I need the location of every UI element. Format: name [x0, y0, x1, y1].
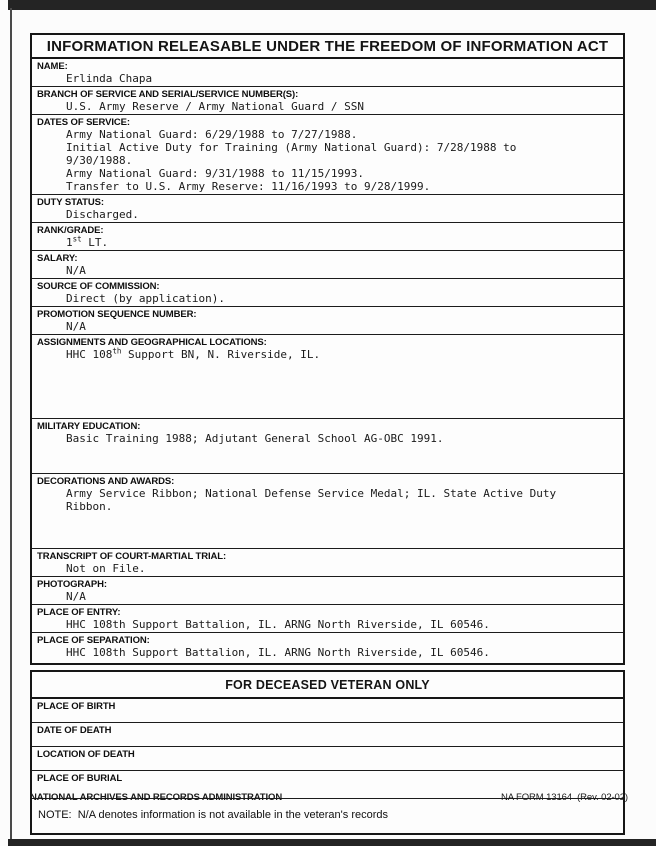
- scan-edge-bottom: [8, 839, 656, 846]
- field-row-photograph: [32, 577, 623, 605]
- deceased-row-location-of-death: [32, 747, 623, 771]
- field-value-source-of-commission: Direct (by application).: [66, 292, 225, 305]
- field-row-transcript: [32, 549, 623, 577]
- field-value-duty-status: Discharged.: [66, 208, 139, 221]
- field-row-name: [32, 59, 623, 87]
- field-value-dates: 9/30/1988.: [66, 154, 133, 167]
- deceased-section: [30, 670, 625, 835]
- field-value-dates: Army National Guard: 9/31/1988 to 11/15/1993.: [66, 167, 365, 180]
- deceased-label-place-of-burial: PLACE OF BURIAL: [37, 773, 123, 784]
- deceased-label-location-of-death: LOCATION OF DEATH: [37, 749, 135, 760]
- field-row-decorations: [32, 474, 623, 549]
- field-value-decorations: Ribbon.: [66, 500, 113, 513]
- field-label-decorations: DECORATIONS AND AWARDS:: [37, 476, 175, 487]
- field-label-assignments: ASSIGNMENTS AND GEOGRAPHICAL LOCATIONS:: [37, 337, 267, 348]
- field-label-source-of-commission: SOURCE OF COMMISSION:: [37, 281, 160, 292]
- deceased-row-place-of-birth: [32, 699, 623, 723]
- field-row-dates: [32, 115, 623, 195]
- deceased-rows: [32, 699, 623, 799]
- field-value-military-education: Basic Training 1988; Adjutant General School AG-OBC 1991.: [66, 432, 444, 445]
- deceased-label-place-of-birth: PLACE OF BIRTH: [37, 701, 116, 712]
- field-label-transcript: TRANSCRIPT OF COURT-MARTIAL TRIAL:: [37, 551, 227, 562]
- field-label-duty-status: DUTY STATUS:: [37, 197, 104, 208]
- field-value-dates: Initial Active Duty for Training (Army National Guard): 7/28/1988 to: [66, 141, 517, 154]
- footer-agency: NATIONAL ARCHIVES AND RECORDS ADMINISTRATION: [30, 792, 283, 803]
- field-row-assignments: [32, 335, 623, 419]
- field-label-salary: SALARY:: [37, 253, 78, 264]
- field-label-dates: DATES OF SERVICE:: [37, 117, 130, 128]
- field-label-place-of-entry: PLACE OF ENTRY:: [37, 607, 121, 618]
- field-row-place-of-separation: [32, 633, 623, 663]
- field-label-branch: BRANCH OF SERVICE AND SERIAL/SERVICE NUMBER(S):: [37, 89, 299, 100]
- field-label-military-education: MILITARY EDUCATION:: [37, 421, 141, 432]
- note-text: NOTE: N/A denotes information is not available in the veteran's records: [38, 809, 388, 821]
- deceased-row-date-of-death: [32, 723, 623, 747]
- field-value-transcript: Not on File.: [66, 562, 146, 575]
- field-value-assignments: HHC 108th Support BN, N. Riverside, IL.: [66, 346, 321, 361]
- field-value-place-of-entry: HHC 108th Support Battalion, IL. ARNG North Riverside, IL 60546.: [66, 618, 490, 631]
- field-value-name: Erlinda Chapa: [66, 72, 153, 85]
- field-label-rank-grade: RANK/GRADE:: [37, 225, 104, 236]
- field-label-photograph: PHOTOGRAPH:: [37, 579, 107, 590]
- field-label-promotion-sequence: PROMOTION SEQUENCE NUMBER:: [37, 309, 197, 320]
- field-label-name: NAME:: [37, 61, 68, 72]
- field-row-source-of-commission: [32, 279, 623, 307]
- field-value-photograph: N/A: [66, 590, 86, 603]
- deceased-label-date-of-death: DATE OF DEATH: [37, 725, 112, 736]
- field-row-military-education: [32, 419, 623, 474]
- footer-form-number: NA FORM 13164 (Rev. 02-02): [500, 792, 628, 803]
- foia-form: [30, 33, 625, 835]
- field-value-place-of-separation: HHC 108th Support Battalion, IL. ARNG North Riverside, IL 60546.: [66, 646, 490, 659]
- form-footer: [30, 792, 628, 803]
- field-value-salary: N/A: [66, 264, 86, 277]
- form-title: INFORMATION RELEASABLE UNDER THE FREEDOM OF INFORMATION ACT: [46, 37, 609, 55]
- field-row-promotion-sequence: [32, 307, 623, 335]
- field-value-rank-grade: 1st LT.: [66, 234, 109, 249]
- field-value-dates: Army National Guard: 6/29/1988 to 7/27/1988.: [66, 128, 358, 141]
- scan-edge-left: [10, 8, 12, 841]
- field-row-rank-grade: [32, 223, 623, 251]
- form-title-box: [30, 33, 625, 57]
- form-rows: [30, 57, 625, 665]
- field-value-promotion-sequence: N/A: [66, 320, 86, 333]
- field-value-branch: U.S. Army Reserve / Army National Guard / SSN: [66, 100, 365, 113]
- field-row-duty-status: [32, 195, 623, 223]
- field-row-salary: [32, 251, 623, 279]
- scan-edge-top: [8, 0, 656, 10]
- deceased-section-header: FOR DECEASED VETERAN ONLY: [32, 672, 623, 699]
- field-row-place-of-entry: [32, 605, 623, 633]
- field-value-decorations: Army Service Ribbon; National Defense Service Medal; IL. State Active Duty: [66, 487, 557, 500]
- field-label-place-of-separation: PLACE OF SEPARATION:: [37, 635, 150, 646]
- field-row-branch: [32, 87, 623, 115]
- field-value-dates: Transfer to U.S. Army Reserve: 11/16/1993 to 9/28/1999.: [66, 180, 431, 193]
